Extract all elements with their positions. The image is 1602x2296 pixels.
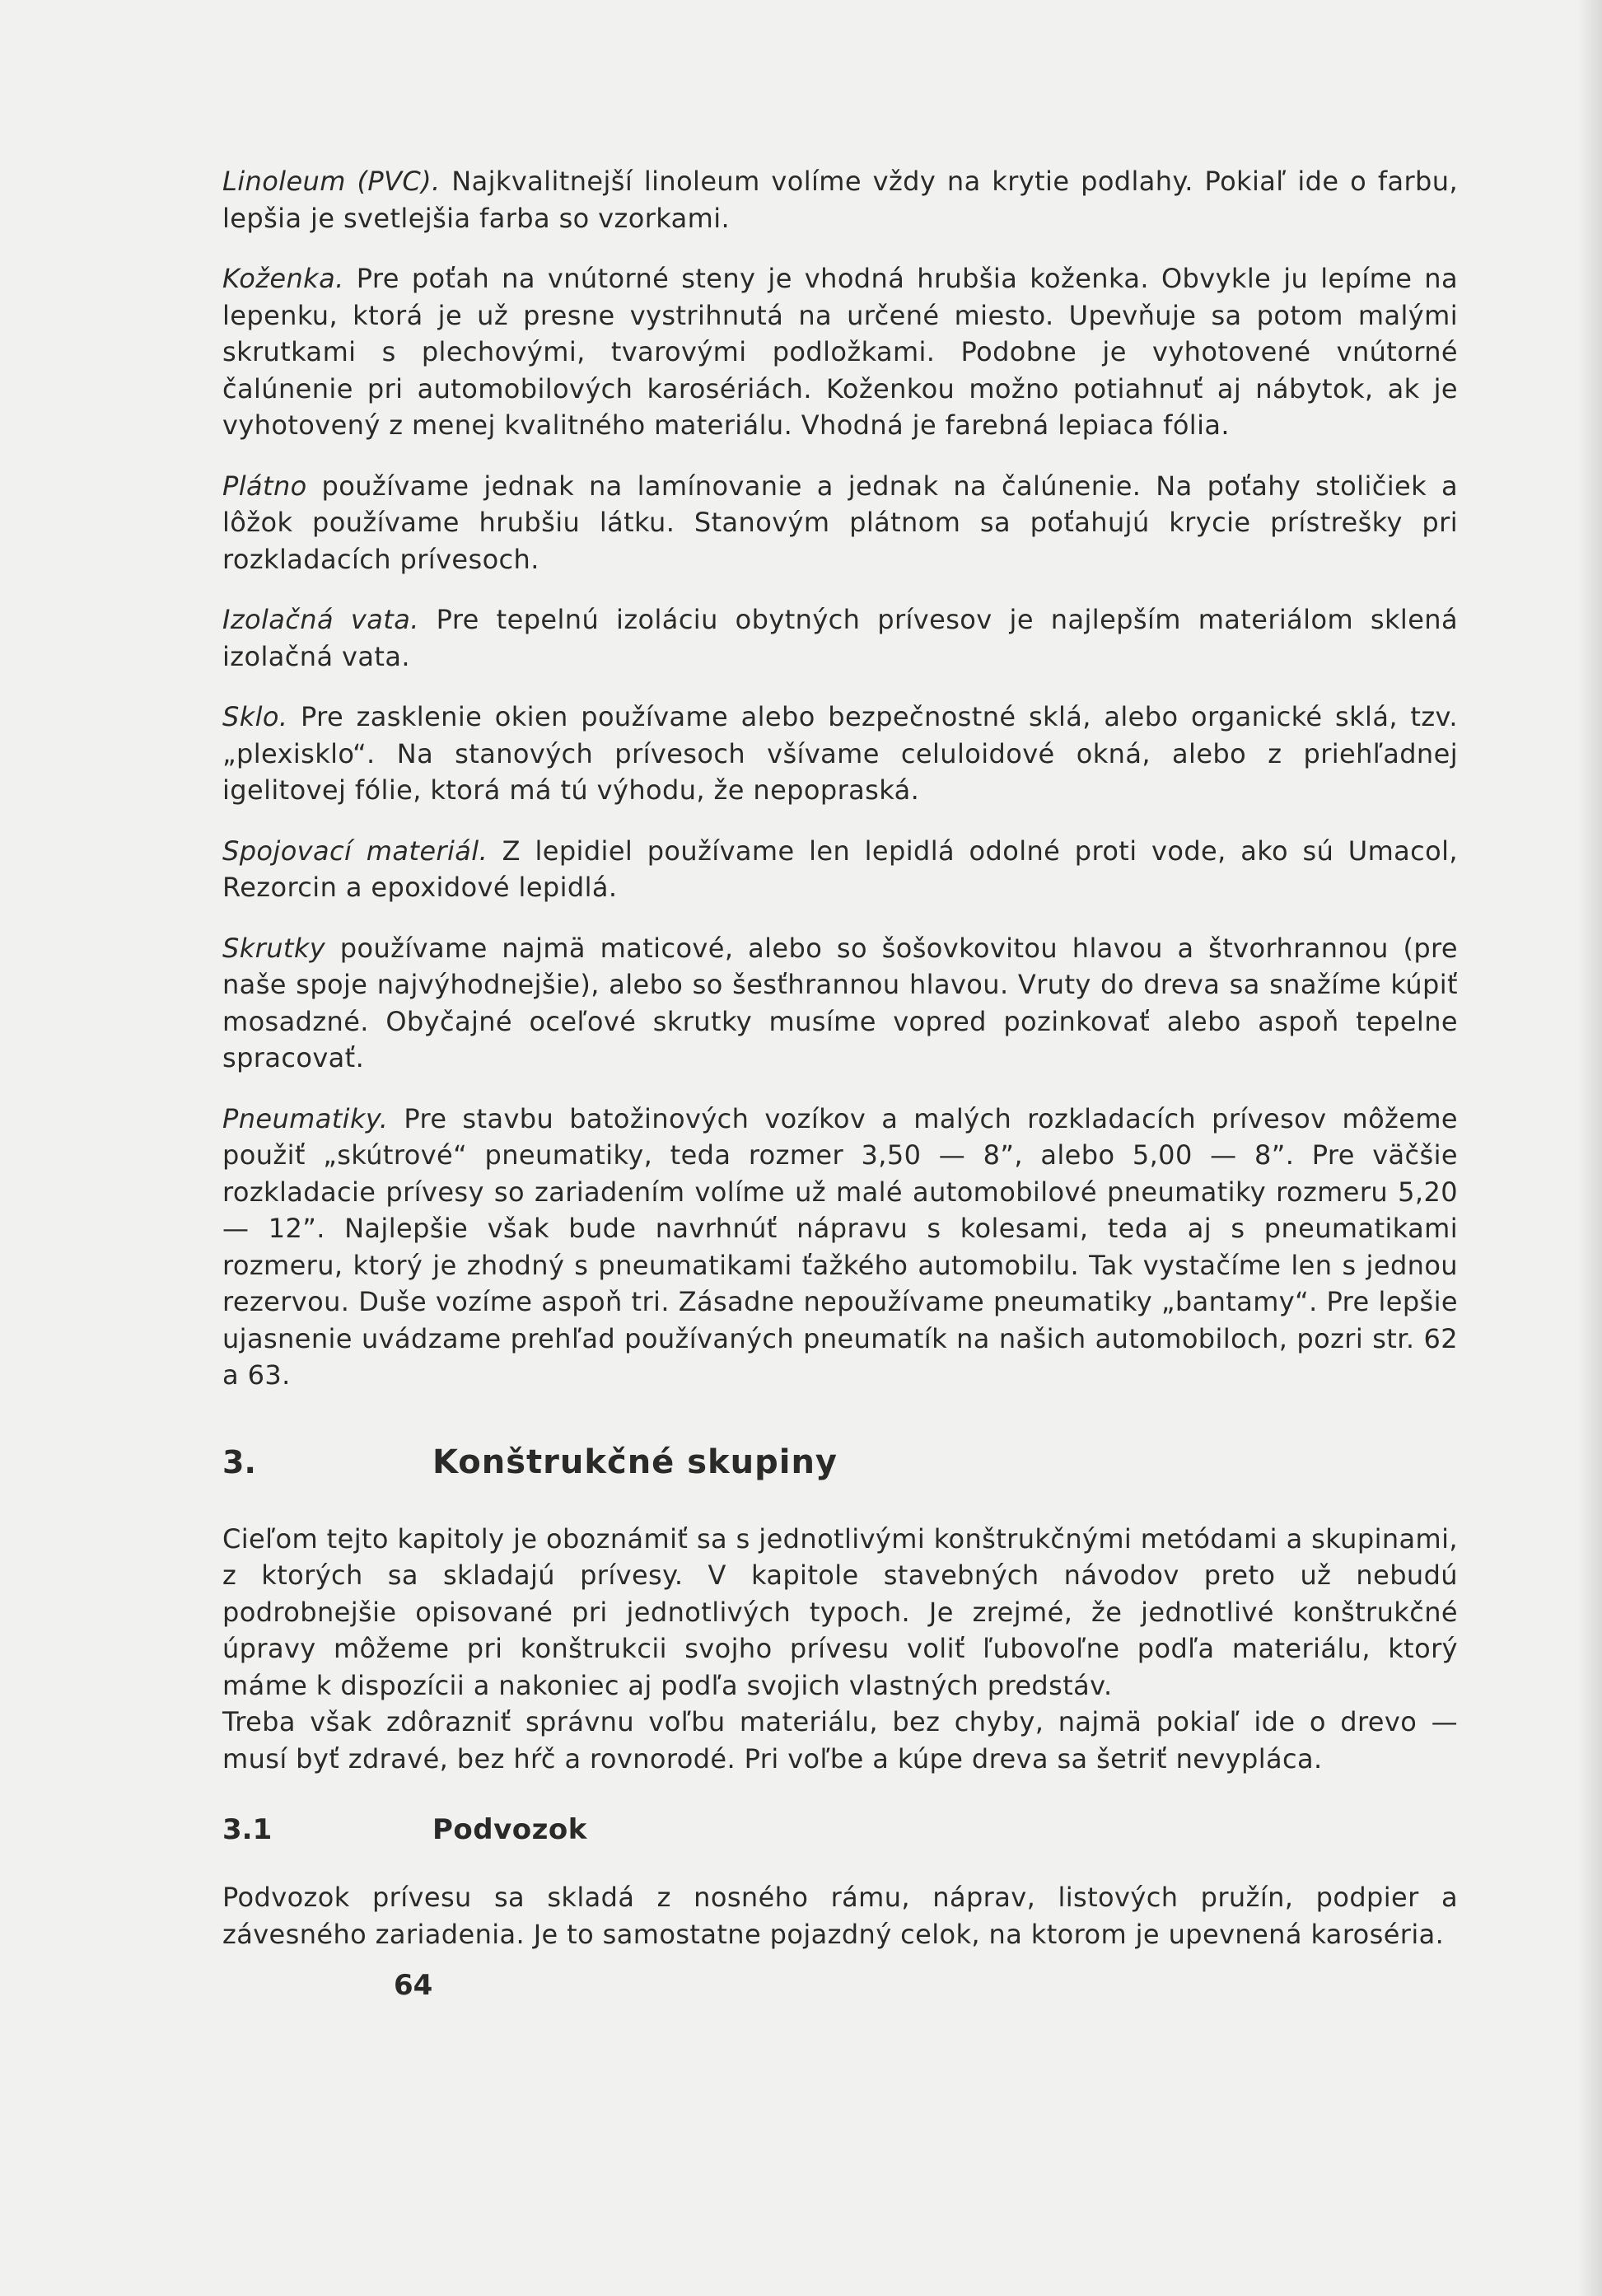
paragraph-text: Najkvalitnejší linoleum volíme vždy na krytie podlahy. Pokiaľ ide o farbu, lepšia je svetlejšia farba so vzorkami. — [222, 166, 1459, 234]
paragraph-text: Z lepidiel používame len lepidlá odolné proti vode, ako sú Umacol, Rezorcin a epoxidové lepidlá. — [222, 835, 1458, 903]
paragraph-text: Pre stavbu batožinových vozíkov a malých rozkladacích prívesov môžeme použiť „skútrové“ pneumatiky, teda rozmer 3,50 — 8”, alebo 5,00 — 8”. Pre väčšie rozkladacie prívesy so zariadením volíme už malé automobilové pneumatiky rozmeru 5,20 — 12”. Najlepšie však bude navrhnúť nápravu s kolesami, teda aj s pneumatikami rozmeru, ktorý je zhodný s pneumatikami ťažkého automobilu. Tak vystačíme len s jednou rezervou. Duše vozíme aspoň tri. Zásadne nepoužívame pneumatiky „bantamy“. Pre lepšie ujasnenie uvádzame prehľad používaných pneumatík na našich automobiloch, pozri str. 62 a 63. — [222, 1102, 1458, 1391]
term-platno: Plátno — [222, 470, 307, 502]
paragraph-sklo — [222, 699, 1458, 809]
paragraph-text: Pre tepelnú izoláciu obytných prívesov je najlepším materiálom sklená izolačná vata. — [222, 604, 1458, 672]
subsection-title: Podvozok — [432, 1813, 587, 1846]
document-page — [222, 163, 1458, 1976]
paragraph-text: používame najmä maticové, alebo so šošovkovitou hlavou a štvorhrannou (pre naše spoje najvýhodnejšie), alebo so šesťhrannou hlavou. Vruty do dreva sa snažíme kúpiť mosadzné. Obyčajné oceľové skrutky musíme vopred pozinkovať alebo aspoň tepelne spracovať. — [222, 932, 1458, 1073]
term-sklo: Sklo. — [222, 701, 288, 732]
section-title: Konštrukčné skupiny — [432, 1443, 838, 1481]
subsection-paragraph: Podvozok prívesu sa skladá z nosného rámu, náprav, listových pružín, podpier a závesného zariadenia. Je to samostatne pojazdný celok, na ktorom je upevnená karoséria. — [222, 1882, 1458, 1950]
paragraph-text: Pre zasklenie okien používame alebo bezpečnostné sklá, alebo organické sklá, tzv. „plexisklo“. Na stanových prívesoch všívame celuloidové okná, alebo z priehľadnej igelitovej fólie, ktorá má tú výhodu, že nepopraská. — [222, 701, 1458, 806]
term-linoleum: Linoleum (PVC). — [222, 166, 441, 197]
paragraph-spojovaci-material — [222, 833, 1458, 906]
subsection-number: 3.1 — [222, 1813, 273, 1846]
paragraph-platno — [222, 468, 1458, 578]
paragraph-pneumatiky — [222, 1101, 1458, 1394]
paragraph-kozenka — [222, 260, 1458, 444]
term-pneumatiky: Pneumatiky. — [222, 1102, 389, 1134]
page-edge-shadow — [1577, 0, 1602, 2296]
term-skrutky: Skrutky — [222, 932, 326, 964]
paragraph-izolacna-vata — [222, 601, 1458, 675]
term-kozenka: Koženka. — [222, 263, 344, 294]
section-heading — [222, 1443, 1458, 1481]
page-number: 64 — [394, 1969, 433, 2002]
term-spojovaci-material: Spojovací materiál. — [222, 835, 488, 867]
section-paragraph-intro: Cieľom tejto kapitoly je oboznámiť sa s jednotlivými konštrukčnými metódami a skupinami, z ktorých sa skladajú prívesy. V kapitole stavebných návodov preto už nebudú podrobnejšie opisované pri jednotlivých typoch. Je zrejmé, že jednotlivé konštrukčné úpravy môžeme pri konštrukcii svojho prívesu voliť ľubovoľne podľa materiálu, ktorý máme k dispozícii a nakoniec aj podľa svojich vlastných predstáv. — [222, 1522, 1458, 1701]
paragraph-text: používame jednak na lamínovanie a jednak na čalúnenie. Na poťahy stoličiek a lôžok používame hrubšiu látku. Stanovým plátnom sa poťahujú krycie prístrešky pri rozkladacích prívesoch. — [222, 470, 1458, 575]
section-paragraph-material: Treba však zdôrazniť správnu voľbu materiálu, bez chyby, najmä pokiaľ ide o drevo — musí byť zdravé, bez hŕč a rovnorodé. Pri voľbe a kúpe dreva sa šetriť nevypláca. — [222, 1706, 1458, 1775]
section-number: 3. — [222, 1443, 256, 1480]
paragraph-text: Pre poťah na vnútorné steny je vhodná hrubšia koženka. Obvykle ju lepíme na lepenku, ktorá je už presne vystrihnutá na určené miesto. Upevňuje sa potom malými skrutkami s plechovými, tvarovými podložkami. Podobne je vyhotovené vnútorné čalúnenie pri automobilových karosériách. Koženkou možno potiahnuť aj nábytok, ak je vyhotovený z menej kvalitného materiálu. Vhodná je farebná lepiaca fólia. — [222, 263, 1458, 441]
subsection-heading — [222, 1813, 1458, 1846]
paragraph-linoleum — [222, 163, 1458, 236]
term-izolacna-vata: Izolačná vata. — [222, 604, 419, 635]
paragraph-skrutky — [222, 930, 1458, 1077]
